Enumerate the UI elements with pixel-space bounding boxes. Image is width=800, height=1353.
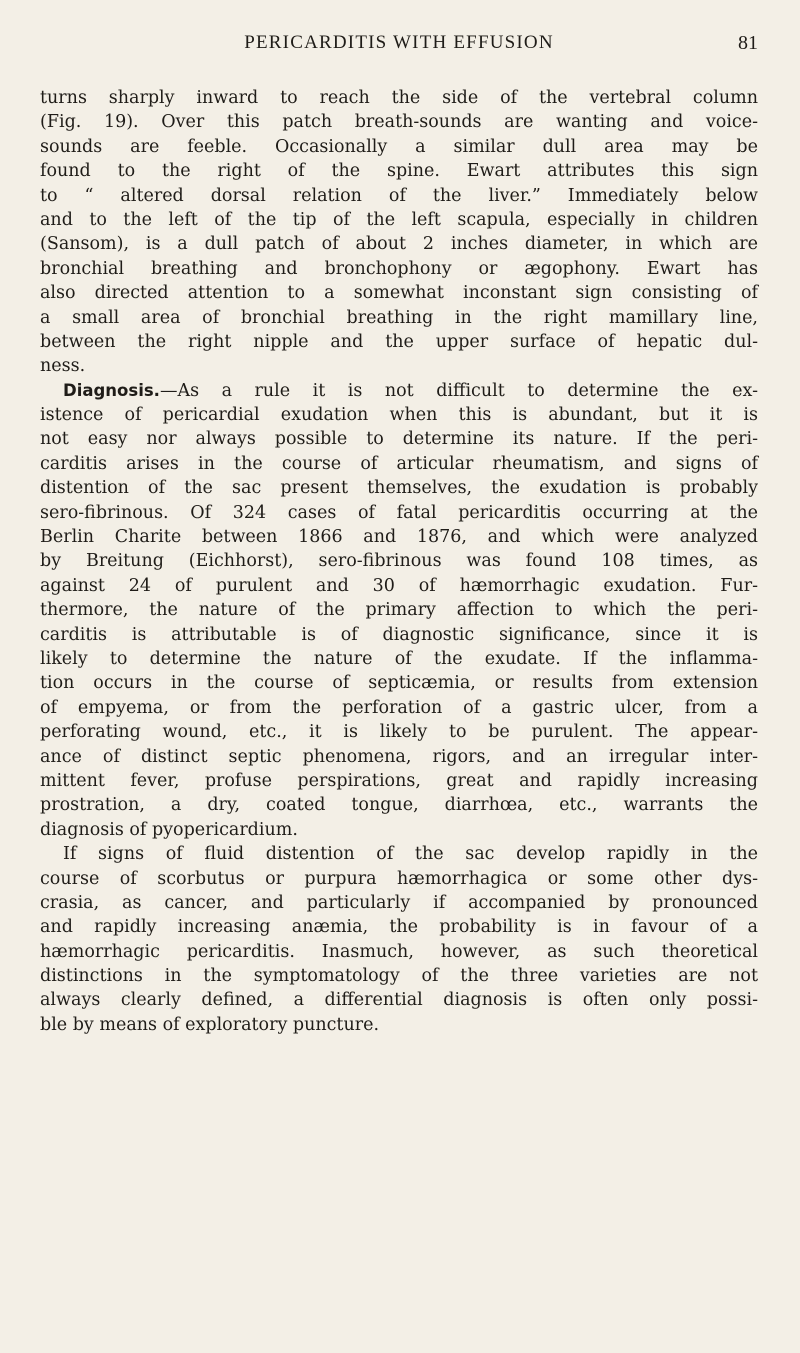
- text-line: (Sansom), is a dull patch of about 2 inches diameter, in which are: [40, 234, 758, 255]
- text-line: mittent fever, profuse perspirations, great and rapidly increasing: [40, 770, 758, 791]
- text-line: found to the right of the spine. Ewart attributes this sign: [40, 161, 758, 182]
- running-title: PERICARDITIS WITH EFFUSION: [244, 32, 554, 53]
- text-line: by Breitung (Eichhorst), sero-fibrinous was found 108 times, as: [40, 551, 758, 572]
- text-line: carditis is attributable is of diagnostic significance, since it is: [40, 624, 758, 645]
- text-line: ance of distinct septic phenomena, rigors, and an irregular inter-: [40, 746, 758, 767]
- text-line: prostration, a dry, coated tongue, diarrhœa, etc., warrants the: [40, 795, 758, 816]
- text-line: between the right nipple and the upper surface of hepatic dul-: [40, 331, 758, 352]
- text-line: sero-fibrinous. Of 324 cases of fatal pericarditis occurring at the: [40, 502, 758, 523]
- diagnosis-first-line-text: —As a rule it is not difficult to determine the ex-: [159, 380, 758, 401]
- text-line: and to the left of the tip of the left scapula, especially in children: [40, 209, 758, 230]
- section-heading-diagnosis: Diagnosis.: [63, 380, 160, 400]
- text-line: hæmorrhagic pericarditis. Inasmuch, however, as such theoretical: [40, 941, 758, 962]
- text-line: Berlin Charite between 1866 and 1876, and which were analyzed: [40, 527, 758, 548]
- page-number: 81: [738, 32, 758, 54]
- text-line: also directed attention to a somewhat inconstant sign consisting of: [40, 283, 758, 304]
- text-line: istence of pericardial exudation when this is abundant, but it is: [40, 405, 758, 426]
- text-line: course of scorbutus or purpura hæmorrhagica or some other dys-: [40, 868, 758, 889]
- text-line: not easy nor always possible to determine its nature. If the peri-: [40, 429, 758, 450]
- text-line: If signs of fluid distention of the sac develop rapidly in the: [63, 844, 758, 865]
- text-line: bronchial breathing and bronchophony or ægophony. Ewart has: [40, 258, 758, 279]
- text-line: (Fig. 19). Over this patch breath-sounds are wanting and voice-: [40, 112, 758, 133]
- text-line: perforating wound, etc., it is likely to be purulent. The appear-: [40, 722, 758, 743]
- text-line: diagnosis of pyopericardium.: [40, 819, 298, 840]
- text-line: ble by means of exploratory puncture.: [40, 1014, 380, 1035]
- text-line: thermore, the nature of the primary affection to which the peri-: [40, 600, 758, 621]
- text-line: crasia, as cancer, and particularly if accompanied by pronounced: [40, 892, 758, 913]
- text-line: distinctions in the symptomatology of the three varieties are not: [40, 966, 758, 987]
- text-line: and rapidly increasing anæmia, the probability is in favour of a: [40, 917, 758, 938]
- running-header: [40, 32, 758, 62]
- text-line: carditis arises in the course of articular rheumatism, and signs of: [40, 453, 758, 474]
- text-line: ness.: [40, 356, 86, 377]
- text-line: a small area of bronchial breathing in the right mamillary line,: [40, 307, 758, 328]
- text-line: turns sharply inward to reach the side of the vertebral column: [40, 88, 758, 108]
- text-line: always clearly defined, a differential diagnosis is often only possi-: [40, 990, 758, 1011]
- text-line: distention of the sac present themselves, the exudation is probably: [40, 478, 758, 499]
- text-line: sounds are feeble. Occasionally a similar dull area may be: [40, 136, 758, 157]
- text-line: of empyema, or from the perforation of a gastric ulcer, from a: [40, 697, 758, 718]
- text-line: to “ altered dorsal relation of the liver.” Immediately below: [40, 185, 758, 206]
- text-line: against 24 of purulent and 30 of hæmorrhagic exudation. Fur-: [40, 575, 758, 596]
- diagnosis-first-line: [40, 379, 758, 403]
- text-line: tion occurs in the course of septicæmia, or results from extension: [40, 673, 758, 694]
- text-line: likely to determine the nature of the exudate. If the inflamma-: [40, 648, 758, 669]
- body-text: [40, 86, 758, 1037]
